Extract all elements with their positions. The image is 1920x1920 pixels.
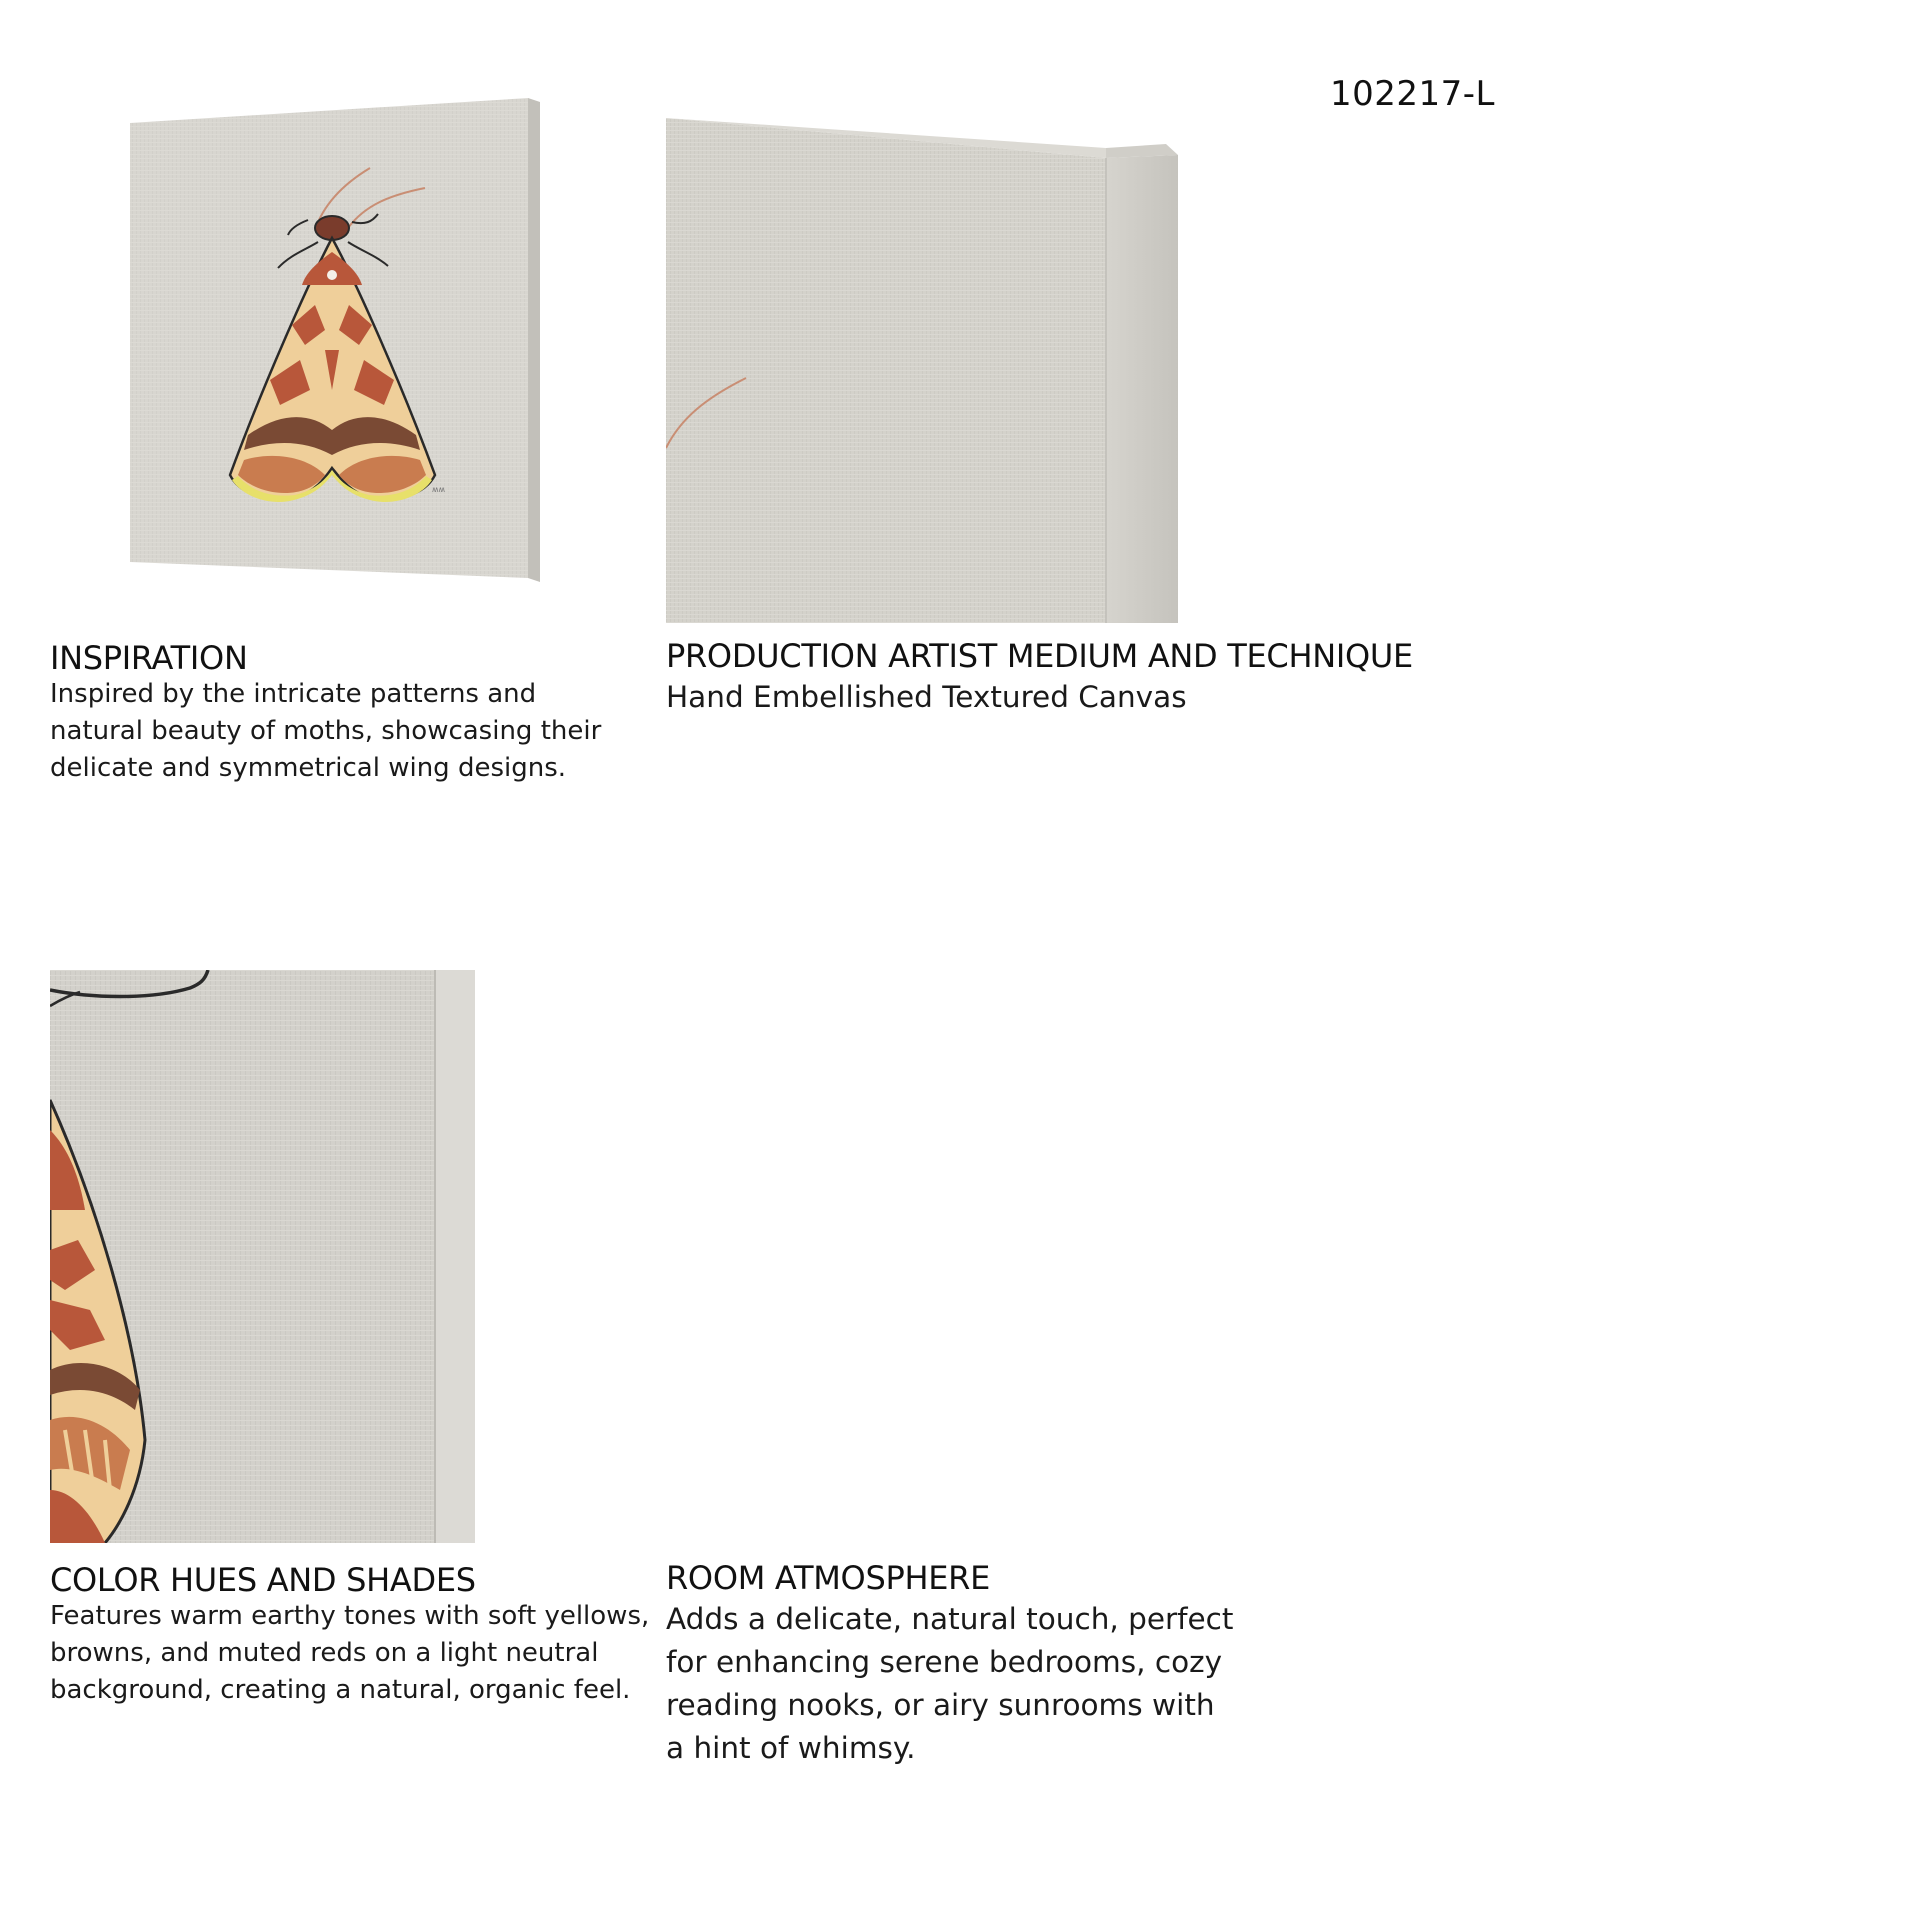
section-text-production: Hand Embellished Textured Canvas xyxy=(666,680,1187,714)
product-photo-front xyxy=(120,90,560,590)
section-text-room: Adds a delicate, natural touch, perfect for enhancing serene bedrooms, cozy reading nooks, or airy sunrooms with a hint of whimsy. xyxy=(666,1602,1234,1765)
product-sku: 102217-L xyxy=(1330,74,1496,114)
section-title-color: COLOR HUES AND SHADES xyxy=(50,1561,476,1599)
product-photo-corner xyxy=(666,118,1186,623)
section-text-color: Features warm earthy tones with soft yellows, browns, and muted reds on a light neutral background, creating a natural, organic feel. xyxy=(50,1601,650,1705)
section-title-production: PRODUCTION ARTIST MEDIUM AND TECHNIQUE xyxy=(666,637,1413,675)
section-text-inspiration: Inspired by the intricate patterns and natural beauty of moths, showcasing their delicate and symmetrical wing designs. xyxy=(50,679,602,783)
section-title-room: ROOM ATMOSPHERE xyxy=(666,1559,990,1597)
section-title-inspiration: INSPIRATION xyxy=(50,639,248,677)
svg-text:ʍʍ: ʍʍ xyxy=(432,485,446,494)
product-photo-detail xyxy=(50,970,475,1543)
